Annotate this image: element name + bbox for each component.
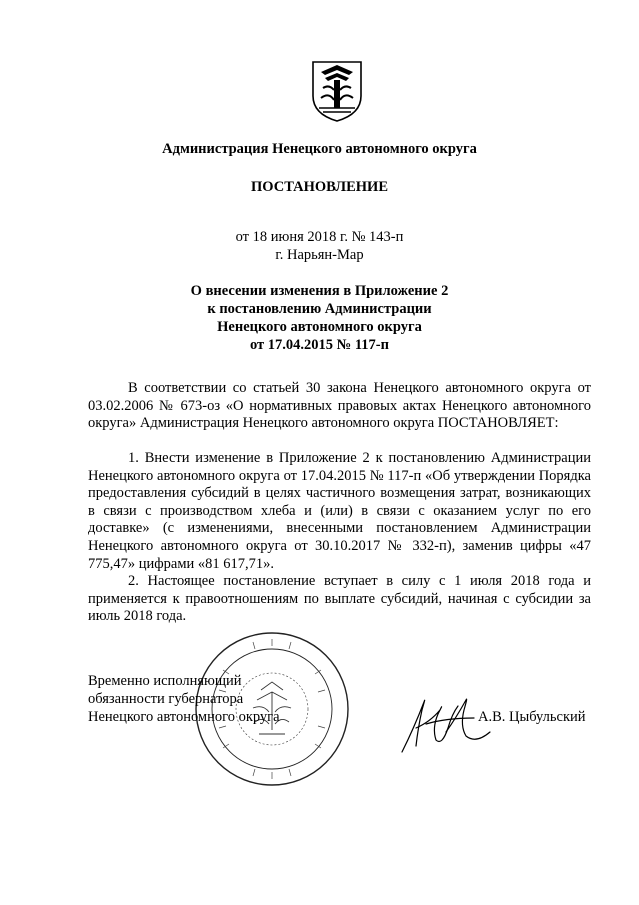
subject-line: от 17.04.2015 № 117-п	[249, 337, 389, 353]
signatory-position	[88, 672, 280, 726]
clause-1-paragraph: 1. Внести изменение в Приложение 2 к постановлению Администрации Ненецкого автономного округа от 17.04.2015 № 117-п «Об утверждении Порядка предоставления субсидий в целях частичного возмещения затрат, возникающих в связи с производством хлеба и (или) в связи с оказанием услуг по его доставке» (с изменениями, внесенными постановлением Администрации Ненецкого автономного округа от 30.10.2017 № 332-п), заменив цифры «47 775,47» цифрами «81 617,71».	[88, 450, 591, 572]
signatory-line: Ненецкого автономного округа	[88, 709, 280, 725]
clause-2-paragraph: 2. Настоящее постановление вступает в силу с 1 июля 2018 года и применяется к правоотношениям по выплате субсидий, начиная с субсидии за июль 2018 года.	[88, 573, 591, 625]
signatory-line: Временно исполняющий	[88, 673, 242, 689]
document-place: г. Нарьян-Мар	[275, 247, 364, 263]
signatory-line: обязанности губернатора	[88, 691, 244, 707]
organization-title: Администрация Ненецкого автономного округа	[162, 141, 477, 157]
document-date-number: от 18 июня 2018 г. № 143-п	[235, 229, 404, 245]
subject-line: к постановлению Администрации	[207, 301, 432, 317]
subject-line: Ненецкого автономного округа	[217, 319, 422, 335]
preamble-paragraph: В соответствии со статьей 30 закона Ненецкого автономного округа от 03.02.2006 № 673-оз «О нормативных правовых актах Ненецкого автономного округа» Администрация Ненецкого автономного округа ПОСТАНОВЛЯЕТ:	[88, 380, 591, 432]
document-type: ПОСТАНОВЛЕНИЕ	[250, 179, 388, 195]
document-subject	[0, 282, 639, 354]
subject-line: О внесении изменения в Приложение 2	[190, 283, 449, 299]
signatory-name: А.В. Цыбульский	[478, 709, 586, 725]
coat-of-arms-icon	[309, 58, 365, 124]
